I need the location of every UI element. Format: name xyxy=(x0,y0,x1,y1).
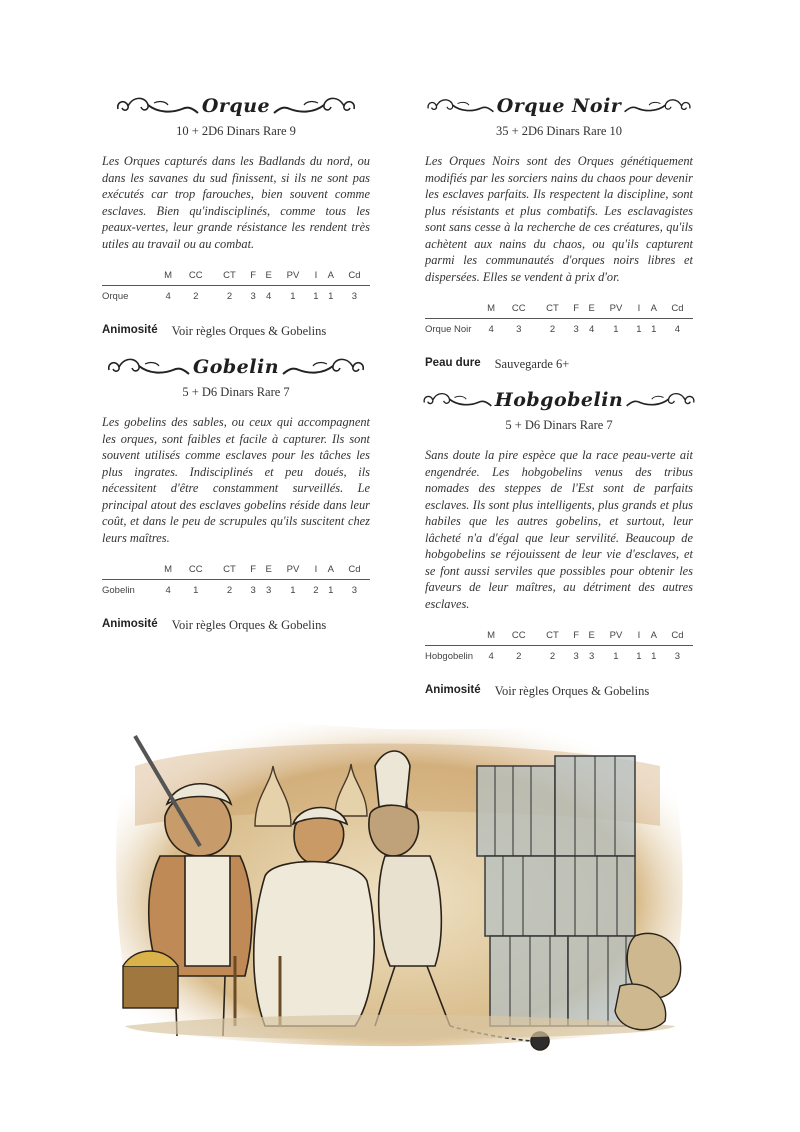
stat-value: 1 xyxy=(646,319,662,336)
stat-header: M xyxy=(487,303,496,314)
entry-heading xyxy=(102,349,370,385)
rule-text: Voir règles Orques & Gobelins xyxy=(171,324,327,338)
rule-name: Peau dure xyxy=(425,357,481,369)
stat-header: E xyxy=(588,303,595,314)
entry-orque xyxy=(102,88,370,339)
stat-header: F xyxy=(250,564,257,575)
entry-title: Gobelin xyxy=(192,356,280,378)
stat-header: I xyxy=(637,303,641,314)
entry-heading xyxy=(102,88,370,124)
entry-description: Les gobelins des sables, ou ceux qui accompagnent les orques, sont faibles et facile à capturer. Ils sont souvent utilisés comme esclaves pour les tâches les plus ingrates. Indisciplinés et peu doués, ils nécessitent d'être constamment surveillés. Le principal atout des esclaves gobelins réside dans leur coût, et dans le peu de scrupules qu'ils suscitent chez leurs maîtres. xyxy=(102,415,370,545)
scroll-flourish-icon xyxy=(272,91,358,121)
stat-value: 2 xyxy=(213,286,245,303)
rule-name: Animosité xyxy=(102,618,158,630)
stat-header: M xyxy=(487,630,496,641)
entry-orque-noir xyxy=(425,88,693,372)
stat-value: 1 xyxy=(632,319,646,336)
stat-value: 4 xyxy=(158,286,178,303)
entry-cost: 35 + 2D6 Dinars Rare 10 xyxy=(495,124,623,138)
stat-value: 2 xyxy=(178,286,213,303)
stat-header: CT xyxy=(546,630,559,641)
stat-value: 4 xyxy=(584,319,600,336)
stat-value: 1 xyxy=(323,286,339,303)
stat-table xyxy=(102,564,370,596)
scroll-flourish-icon xyxy=(281,352,367,382)
stat-header: F xyxy=(573,303,580,314)
stat-header: E xyxy=(265,564,272,575)
rule-name: Animosité xyxy=(102,324,158,336)
entry-cost: 10 + 2D6 Dinars Rare 9 xyxy=(176,124,296,138)
stat-value: 2 xyxy=(501,646,536,663)
table-row xyxy=(102,580,370,597)
stat-value: 2 xyxy=(536,646,568,663)
stat-value: 3 xyxy=(339,580,370,597)
entry-description: Les Orques capturés dans les Badlands du nord, ou dans les savanes du sud finissent, si ils ne sont pas exécutés car trop farouches, bien souvent comme esclaves. Bien qu'indisciplinés, comme tous les peaux-vertes, leur grande résistance les rendent très utiles au travail ou au combat. xyxy=(102,154,370,251)
stat-table xyxy=(102,270,370,302)
stat-value: 3 xyxy=(246,286,261,303)
stat-header: CC xyxy=(188,564,203,575)
stat-value: 1 xyxy=(646,646,662,663)
rule-text: Voir règles Orques & Gobelins xyxy=(494,684,650,698)
entry-description: Les Orques Noirs sont des Orques génétiquement modifiés par les sorciers nains du chaos pour devenir les esclaves parfaits. Ils respectent la discipline, sont plus résistants et plus combatifs. Les esclavagistes sont sans cesse à la recherche de ces créatures, qu'ils achètent aux nains du chaos, ou qu'ils capturent parmi les communautés d'orques noirs libres et dispersées. Elles se vendent à prix d'or. xyxy=(425,154,693,284)
stat-value: 1 xyxy=(277,286,309,303)
stat-value: 1 xyxy=(600,319,632,336)
special-rule xyxy=(102,618,370,633)
stat-header: CT xyxy=(223,270,236,281)
scroll-flourish-icon xyxy=(114,91,200,121)
stat-value: 4 xyxy=(481,319,501,336)
table-row xyxy=(425,319,693,336)
left-column xyxy=(102,88,370,633)
stat-header: PV xyxy=(609,303,623,314)
table-row xyxy=(425,646,693,663)
special-rule xyxy=(425,684,693,699)
stat-header: CC xyxy=(188,270,203,281)
stat-header: I xyxy=(637,630,641,641)
scroll-flourish-icon xyxy=(625,385,697,415)
scroll-flourish-icon xyxy=(425,91,495,121)
stat-value: 3 xyxy=(261,580,277,597)
stat-value: 3 xyxy=(584,646,600,663)
stat-value: 4 xyxy=(662,319,693,336)
entry-title: Orque Noir xyxy=(496,95,622,117)
stat-value: 1 xyxy=(309,286,323,303)
table-row xyxy=(102,286,370,303)
stat-header: Cd xyxy=(671,630,684,641)
scroll-flourish-icon xyxy=(105,352,191,382)
stat-header: A xyxy=(650,630,657,641)
stat-header: E xyxy=(265,270,272,281)
entry-title: Orque xyxy=(201,95,271,117)
entry-hobgobelin xyxy=(425,382,693,699)
entry-heading xyxy=(425,382,693,418)
stat-header: Cd xyxy=(348,564,361,575)
special-rule xyxy=(102,324,370,339)
stat-row-name: Orque Noir xyxy=(425,319,481,336)
stat-value: 4 xyxy=(481,646,501,663)
stat-value: 1 xyxy=(600,646,632,663)
stat-header: F xyxy=(573,630,580,641)
stat-value: 1 xyxy=(632,646,646,663)
stat-value: 3 xyxy=(569,646,584,663)
stat-header: Cd xyxy=(348,270,361,281)
rule-name: Animosité xyxy=(425,684,481,696)
scroll-flourish-icon xyxy=(421,385,493,415)
rule-text: Voir règles Orques & Gobelins xyxy=(171,618,327,632)
stat-value: 2 xyxy=(213,580,245,597)
stat-value: 3 xyxy=(662,646,693,663)
stat-header: A xyxy=(650,303,657,314)
stat-value: 1 xyxy=(277,580,309,597)
stat-value: 4 xyxy=(158,580,178,597)
stat-value: 4 xyxy=(261,286,277,303)
stat-header: PV xyxy=(286,270,300,281)
entry-cost: 5 + D6 Dinars Rare 7 xyxy=(182,385,290,399)
entry-cost: 5 + D6 Dinars Rare 7 xyxy=(505,418,613,432)
scroll-flourish-icon xyxy=(623,91,693,121)
stat-table xyxy=(425,303,693,335)
stat-header: M xyxy=(164,564,173,575)
stat-row-name: Orque xyxy=(102,286,158,303)
stat-header: CT xyxy=(546,303,559,314)
entry-title: Hobgobelin xyxy=(494,389,624,411)
stat-value: 3 xyxy=(569,319,584,336)
stat-row-name: Gobelin xyxy=(102,580,158,597)
stat-value: 3 xyxy=(246,580,261,597)
stat-header: M xyxy=(164,270,173,281)
stat-value: 2 xyxy=(309,580,323,597)
entry-gobelin xyxy=(102,349,370,633)
stat-header: A xyxy=(327,564,334,575)
stat-header: E xyxy=(588,630,595,641)
stat-value: 3 xyxy=(339,286,370,303)
entry-heading xyxy=(425,88,693,124)
stat-header: I xyxy=(314,270,318,281)
stat-header: F xyxy=(250,270,257,281)
stat-value: 1 xyxy=(178,580,213,597)
stat-value: 3 xyxy=(501,319,536,336)
stat-header: CC xyxy=(511,303,526,314)
stat-header: CC xyxy=(511,630,526,641)
stat-header: CT xyxy=(223,564,236,575)
rule-text: Sauvegarde 6+ xyxy=(494,357,570,371)
stat-value: 1 xyxy=(323,580,339,597)
stat-header: I xyxy=(314,564,318,575)
stat-header: PV xyxy=(286,564,300,575)
stat-header: Cd xyxy=(671,303,684,314)
stat-value: 2 xyxy=(536,319,568,336)
right-column xyxy=(425,88,693,699)
stat-header: A xyxy=(327,270,334,281)
stat-header: PV xyxy=(609,630,623,641)
entry-description: Sans doute la pire espèce que la race peau-verte ait engendrée. Les hobgobelins venus des tribus nomades des steppes de l'Est sont de parfaits esclaves. Ils sont plus intelligents, plus grands et plus habiles que les autres gobelins, et surtout, leur lâcheté n'a d'égal que leur servilité. Beaucoup de hobgobelins se réjouissent de leur vie d'esclaves, et se font aussi serviles que possibles pour obtenir les faveurs de leur maîtres, au détriment des autres esclaves. xyxy=(425,448,693,611)
stat-row-name: Hobgobelin xyxy=(425,646,481,663)
special-rule xyxy=(425,357,693,372)
stat-table xyxy=(425,630,693,662)
slave-market-illustration xyxy=(105,706,695,1061)
